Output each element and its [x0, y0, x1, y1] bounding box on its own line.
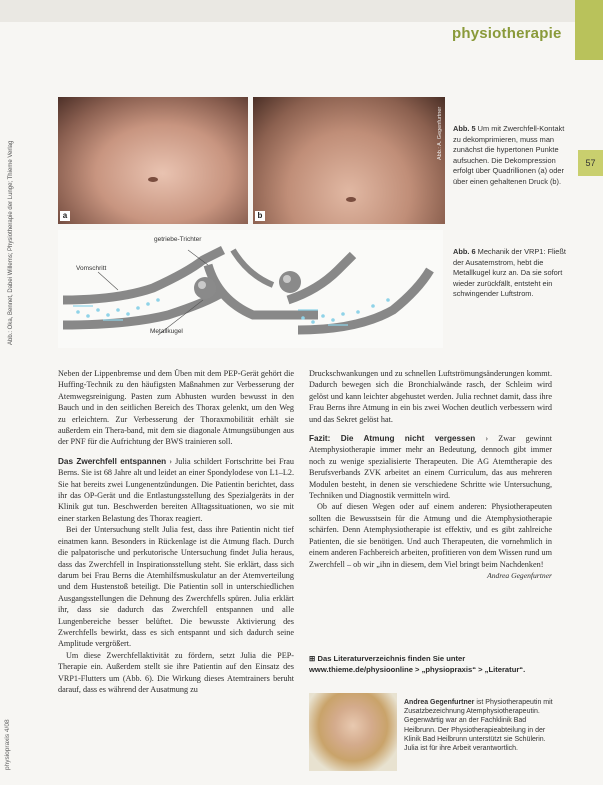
literature-note — [309, 654, 552, 675]
photo-b-tag: b — [255, 211, 265, 221]
literature-text: Das Literaturverzeichnis finden Sie unter www.thieme.de/physioonline > „physiopraxis“ > „Literatur“. — [309, 654, 526, 674]
top-band — [0, 0, 603, 22]
col1-paragraph-1: Neben der Lippenbremse und dem Üben mit dem PEP-Gerät gehört die Huffing-Technik zu den häufigsten Maßnahmen zur Verbesserung der Atemwegsreinigung. Pasten zum Abhusten wurden bewusst in den Bauch und in den seitlichen Bereich des Thorax gelenkt, um den Weg zu erleichtern. Zur Verbesserung der Thoraxmobilität erhält sie außerdem ein Thera-band, mit dem sie diagonale Atmungsübungen aus der PNF für die Aufrichtung der BWS trainieren soll. — [58, 369, 294, 447]
diagram-label-ventil: Vomschritt — [76, 265, 107, 272]
figure-5-caption — [453, 124, 568, 187]
col1-paragraph-4: Um diese Zwerchfellaktivität zu fördern, setzt Julia die PEP-Therapie ein. Außerdem stellt sie ihre Patientin auf den Einsatz des VRP1-Flutters um (Abb. 6). Die Wirkung dieses Atemtrainers beruht darauf, dass es während der Ausatmung zu — [58, 650, 294, 694]
figure-6-label: Abb. 6 — [453, 247, 476, 256]
figure-5-label: Abb. 5 — [453, 124, 476, 133]
metal-ball-left — [194, 277, 216, 299]
figure-5-text: Um mit Zwerchfell-Kontakt zu dekomprimieren, muss man zunächst die hypertonen Punkte aufsuchen. Die Dekompression erfolgt über Quadrillionen (a) oder über einen gehaltenen Druck (b). — [453, 124, 565, 186]
metal-ball-right — [279, 271, 301, 293]
author-bio — [404, 698, 554, 753]
tube-cone-left — [233, 250, 273, 285]
col2-subheading: Fazit: Die Atmung nicht vergessen — [309, 434, 476, 444]
col2-paragraph-3: Ob auf diesen Wegen oder auf einem anderen: Physiotherapeuten sollten die Bewusstsein für die Atmung und die Atemphysiotherapie schärfen. Denn Atemphysiotherapie ist effektiv, und es gibt zahlreiche Patienten, die sie benötigen. Und auch Therapeuten, die vornehmlich in einem anderen Fachbereich arbeiten, profitieren von dem Wissen rund um Zwerchfell – ob wir „ihn in diesem, dem Viel bringt beim Nachdenken! — [309, 502, 552, 569]
logo-color-bar — [575, 0, 603, 60]
side-credit: Abb.: Oka, Bennet, Dabei Willems; Physiotherapie der Lunge; Thieme Verlag — [8, 140, 14, 345]
col1-subheading: Das Zwerchfell entspannen — [58, 456, 167, 466]
bio-name: Andrea Gegenfurtner — [404, 699, 475, 706]
col2-paragraph-1: Druckschwankungen und zu schnellen Luftströmungsänderungen kommt. Dadurch bewegen sich die Bronchialwände rasch, der Schleim wird gelöst und kann leichter abgehustet werden. Julia rechnet damit, dass ihre Frau Berns ihre Atmung in ein bis zwei Wochen deutlich verbessern wird und das Sekret gelöst hat. — [309, 369, 552, 424]
photo-a-tag: a — [60, 211, 70, 221]
col1-paragraph-2: Julia schildert Fortschritte bei Frau Berns. Sie ist 68 Jahre alt und leidet an einer Spondylodese von L1–L2. Sie hat bereits zwei Lungenentzündungen. Die Patientin berichtet, dass ihr das OP-Gerät und die Entlastungsstellung des Spezialgeräts in der Klinik gut tun. Beschwerden bereiten Alltagssituationen, wo sie mit einer starken Belastung des Thorax reagiert. — [58, 456, 294, 523]
navel-shape — [148, 177, 158, 182]
col1-paragraph-3: Bei der Untersuchung stellt Julia fest, dass ihre Patientin nicht tief einatmen kann. Besonders in Rückenlage ist die Atmung flach. Durch die palpatorische und perkutorische Untersuchung findet Julia heraus, dass das Zwerchfell in Inspirationsstellung steht. Sie erklärt, dass sich darum bei Frau Berns die Atemhilfsmuskulatur an der Atemverteilung und dem Hustenstoß beteiligt. Die Patientin soll in unterschiedlichen Ausgangsstellungen die Dehnung des Zwerchfells spüren. Julia erklärt ihr, dass sie dadurch das Zwerchfell entspannen und alle Lungenbereiche besser belüftet. Die bewusste Aktivierung des Zwerchfells bewirkt, dass es sich entspannt und sich dadurch seine Amplitude vergrößert. — [58, 525, 294, 649]
tube-lower-right — [298, 270, 430, 330]
photo-b-abdomen — [253, 97, 445, 224]
diagram-label-kugel: Metallkugel — [150, 328, 183, 335]
author-portrait — [309, 693, 397, 771]
figure-6-caption — [453, 247, 571, 300]
diagram-label-trichter: getriebe-Trichter — [154, 236, 202, 243]
footer-issue: physiopraxis 4/08 — [4, 719, 11, 770]
navel-shape — [346, 197, 356, 202]
article-author: Andrea Gegenfurtner — [487, 570, 552, 580]
vrp1-diagram-svg — [58, 230, 443, 348]
article-column-2: Druckschwankungen und zu schnellen Luftströmungsänderungen kommt. Dadurch bewegen sich die Bronchialwände rasch, der Schleim wird gelöst und kann leichter abgehustet werden. Julia rechnet damit, dass ihre Frau Berns ihre Atmung in ein bis zwei Wochen deutlich verbessern wird und das Sekret gelöst hat. Fazit: Die Atmung nicht vergessen › Zwar gewinnt Atemphysiotherapie immer mehr an Bedeutung, dennoch gibt immer noch zu wenige spezialisierte Therapeuten. Die AG Atemtherapie des Berufsverbands ZVK arbeitet an einem Curriculum, das aus mehreren Modulen besteht, in denen sie verschiedene Schritte wie Untersuchung, Techniken und Diagnostik vermitteln wird. Ob auf diesen Wegen oder auf einem anderen: Physiotherapeuten sollten die Bewusstsein für die Atmung und die Atemphysiotherapie schärfen. Denn Atemphysiotherapie ist effektiv, und es gibt zahlreiche Patienten, die sie benötigen. Und auch Therapeuten, die vornehmlich in einem anderen Fachbereich arbeiten, profitieren von dem Wissen rund um Zwerchfell – ob wir „ihn in diesem, dem Viel bringt beim Nachdenken! Andrea Gegenfurtner — [309, 369, 552, 580]
bio-text: ist Physiotherapeutin mit Zusatzbezeichnung Atemphysiotherapeutin. Gegenwärtig war an der Fachklinik Bad Heilbrunn. Der Physiotherapieabteilung in der Klinik Bad Heilbrunn unterstützt sie Schülerin. Julia ist für ihre Arbeit verantwortlich. — [404, 699, 553, 753]
figure-6-text: Mechanik der VRP1: Fließt der Ausatemstrom, hebt die Metallkugel kurz an. Da sie sofort wieder zurückfällt, entsteht ein schwingender Luftstrom. — [453, 247, 566, 298]
photo-credit: Abb.: A. Gegenfurtner — [437, 106, 443, 160]
arrow-icon: ⊞ — [309, 654, 318, 663]
col2-paragraph-2: Zwar gewinnt Atemphysiotherapie immer mehr an Bedeutung, dennoch gibt immer noch zu wenige spezialisierte Therapeuten. Die AG Atemtherapie des Berufsverbands ZVK arbeitet an einem Curriculum, das aus mehreren Modulen besteht, in denen sie verschiedene Schritte wie Untersuchung, Techniken und Diagnostik vermitteln wird. — [309, 434, 552, 501]
vrp1-diagram — [58, 230, 443, 348]
photo-a-abdomen — [58, 97, 248, 224]
article-column-1: Neben der Lippenbremse und dem Üben mit dem PEP-Gerät gehört die Huffing-Technik zu den häufigsten Maßnahmen zur Verbesserung der Atemwegsreinigung. Pasten zum Abhusten wurden bewusst in den Bauch und in den seitlichen Bereich des Thorax gelenkt, um den Weg zu erleichtern. Zur Verbesserung der Thoraxmobilität erhält sie außerdem ein Thera-band, mit dem sie diagonale Atmungsübungen aus der PNF für die Aufrichtung der BWS trainieren soll. Das Zwerchfell entspannen › Julia schildert Fortschritte bei Frau Berns. Sie ist 68 Jahre alt und leidet an einer Spondylodese von L1–L2. Sie hat bereits zwei Lungenentzündungen. Die Patientin berichtet, dass ihr das OP-Gerät und die Entlastungsstellung des Spezialgeräts in der Klinik gut tun. Beschwerden bereiten Alltagssituationen, wo sie mit einer starken Belastung des Thorax reagiert. Bei der Untersuchung stellt Julia fest, dass ihre Patientin nicht tief einatmen kann. Besonders in Rückenlage ist die Atmung flach. Durch die palpatorische und perkutorische Untersuchung findet Julia heraus, dass das Zwerchfell in Inspirationsstellung steht. Sie erklärt, dass sich darum bei Frau Berns die Atemhilfsmuskulatur an der Atemverteilung und dem Hustenstoß beteiligt. Die Patientin soll in unterschiedlichen Ausgangsstellungen die Dehnung des Zwerchfells spüren. Julia erklärt ihr, dass sie dadurch das Zwerchfell entspannen und alle Lungenbereiche besser belüftet. Die bewusste Aktivierung des Zwerchfells bewirkt, dass es sich entspannt und sich dadurch seine Amplitude vergrößert. Um diese Zwerchfellaktivität zu fördern, setzt Julia die PEP-Therapie ein. Außerdem stellt sie ihre Patientin auf den Einsatz des VRP1-Flutters um (Abb. 6). Die Wirkung dieses Atemtrainers beruht darauf, dass es während der Ausatmung zu — [58, 369, 294, 694]
page-number: 57 — [578, 150, 603, 176]
journal-logo: physiotherapie — [452, 25, 562, 42]
